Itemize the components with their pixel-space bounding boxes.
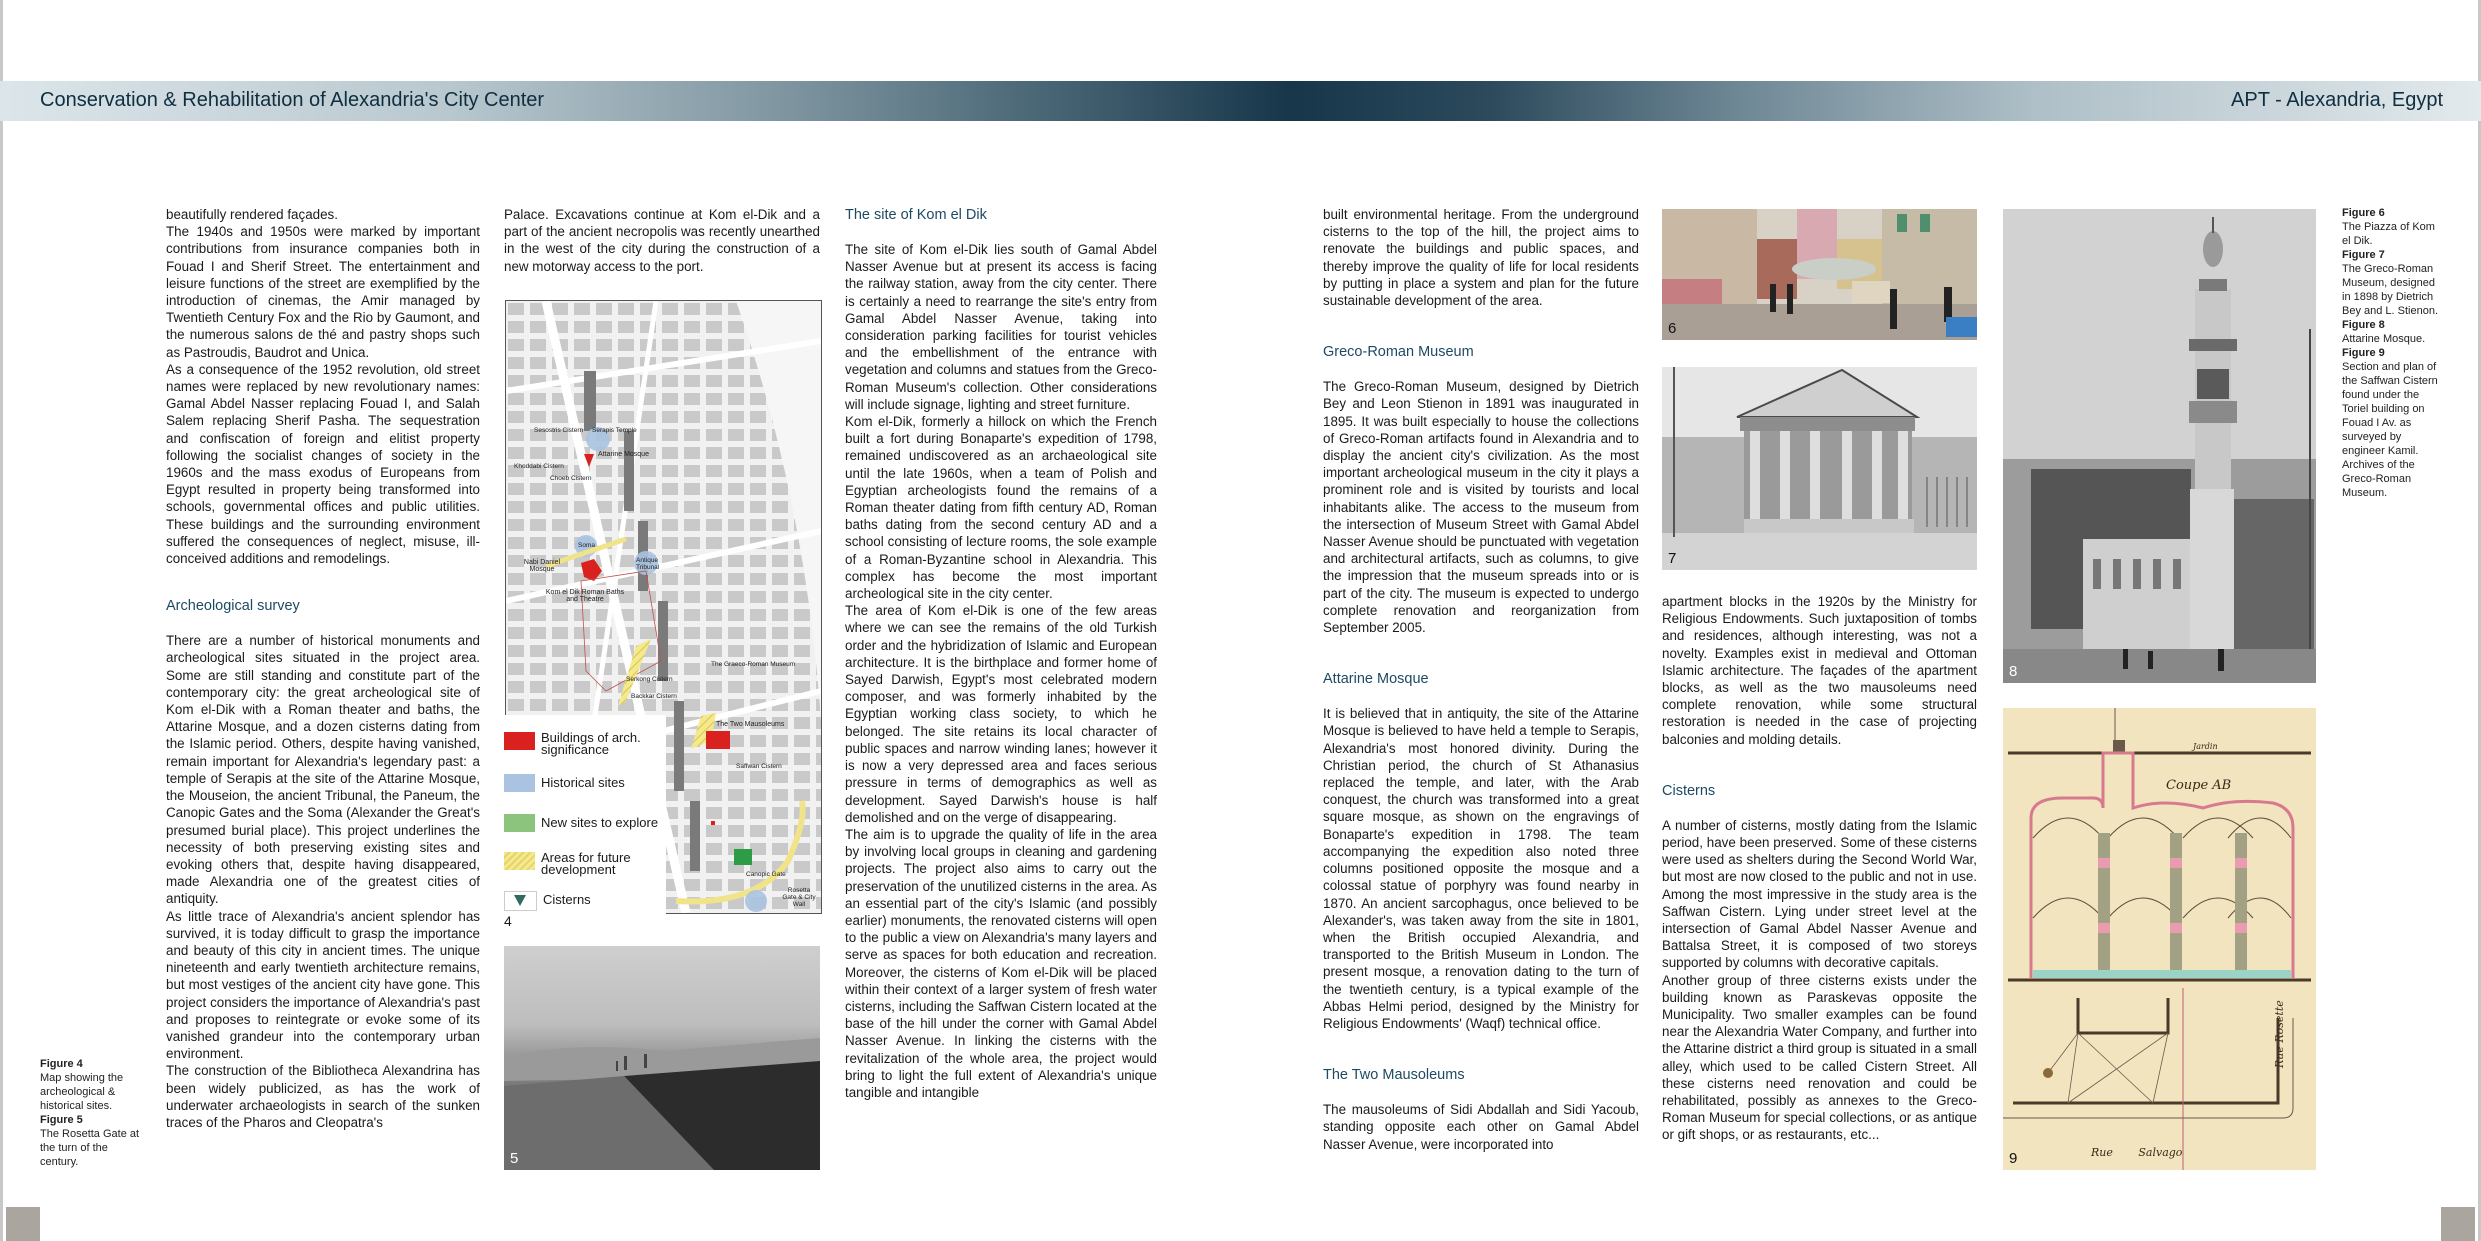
paragraph: A number of cisterns, mostly dating from the Islamic period, have been preserved. Some of these cisterns were used as shelters during the Second World War, but most are now closed to the public and not in use. Among the most impressive in the study area is the Saffwan Cistern. Lying under street level at the intersection of Gamal Abdel Nasser Avenue and Battalsa Street, it is composed of two storeys supported by columns with decorative capitals. bbox=[1662, 817, 1977, 971]
document-location: APT - Alexandria, Egypt bbox=[2231, 89, 2443, 111]
section-heading: Greco-Roman Museum bbox=[1323, 344, 1474, 361]
map-label: Choeb Cistern bbox=[550, 475, 592, 482]
header-banner bbox=[0, 81, 2481, 121]
text-column-5 bbox=[1662, 593, 1977, 1144]
legend-label: Buildings of arch. significance bbox=[541, 730, 641, 757]
page-corner-marker bbox=[2441, 1207, 2475, 1241]
drawing-label: Rue Rosette bbox=[2273, 1000, 2286, 1068]
map-label: Soma bbox=[578, 542, 595, 549]
text-column-1 bbox=[166, 206, 480, 1131]
piazza-photo bbox=[1662, 209, 1977, 340]
figure-5-photo bbox=[504, 946, 820, 1170]
map-label: Backkar Cistern bbox=[631, 693, 677, 700]
captions-left bbox=[40, 1057, 140, 1169]
paragraph: The 1940s and 1950s were marked by important contributions from insurance companies both in Fouad I and Sherif Street. The entertainment and leisure functions of the street are exemplified by the introduction of cinemas, the Amir managed by Twentieth Century Fox and the Rio by Gaumont, and the numerous salons de thé and pastry shops such as Pastroudis, Baudrot and Unica. bbox=[166, 224, 480, 360]
map-label: Serkong Cistern bbox=[626, 676, 673, 683]
canopic-gate-site bbox=[745, 890, 767, 912]
page-corner-marker bbox=[6, 1207, 40, 1241]
figure-number: 7 bbox=[1668, 550, 1677, 567]
figure-7-photo bbox=[1662, 367, 1977, 570]
caption-title: Figure 4 bbox=[40, 1058, 83, 1070]
caption-text: Map showing the archeological & historical sites. bbox=[40, 1072, 124, 1112]
map-label: Attarine Mosque bbox=[598, 451, 649, 458]
map-label: The Graeco-Roman Museum bbox=[711, 661, 796, 668]
legend-swatch-red bbox=[504, 732, 535, 750]
caption-text: Section and plan of the Saffwan Cistern found under the Toriel building on Fouad I Av. as surveyed by engineer Kamil. Archives of the Greco-Roman Museum. bbox=[2342, 361, 2438, 499]
caption-text: The Piazza of Kom el Dik. bbox=[2342, 221, 2435, 247]
cistern-icon bbox=[504, 891, 537, 911]
legend-label: Historical sites bbox=[541, 775, 625, 790]
map-label: Sesostris Cistern bbox=[534, 427, 584, 434]
figure-number: 9 bbox=[2009, 1150, 2018, 1167]
legend-item bbox=[504, 732, 666, 756]
figure-number: 8 bbox=[2009, 663, 2018, 680]
paragraph: As a consequence of the 1952 revolution, old street names were replaced by new revolutionary names: Gamal Abdel Nasser replacing Fouad I, and Salah Salem replacing Sherif Pasha. The sequestration and confiscation of foreign and elitist property following the socialist changes of society in the 1960s and the mass exodus of Europeans from Egypt resulted in property being transformed into schools, governmental offices and public utilities. These buildings and the surrounding environment suffered the consequences of neglect, misuse, ill-conceived additions and remodelings. bbox=[166, 361, 480, 567]
caption-text: The Greco-Roman Museum, designed in 1898 by Dietrich Bey and L. Stienon. bbox=[2342, 263, 2439, 317]
caption-title: Figure 6 bbox=[2342, 207, 2385, 219]
legend-item bbox=[504, 774, 625, 792]
map-label: Saffwan Cistern bbox=[736, 763, 782, 770]
caption-text: The Rosetta Gate at the turn of the century. bbox=[40, 1128, 140, 1168]
map-label: Rosetta Gate & City Wall bbox=[782, 887, 816, 908]
paragraph: As little trace of Alexandria's ancient splendor has survived, it is today difficult to grasp the importance and beauty of this city in ancient times. The unique nineteenth and early twentieth architecture remains, but most vestiges of the ancient city have gone. This project considers the importance of Alexandria's past and proposes to reintegrate or evoke some of its vanished grandeur into the contemporary urban environment. bbox=[166, 908, 480, 1062]
page-edge-left bbox=[0, 0, 3, 1241]
drawing-label: Coupe AB bbox=[2166, 778, 2232, 793]
legend-label: Cisterns bbox=[543, 892, 591, 907]
map-label: Antique Tribunal bbox=[636, 557, 660, 571]
figure-9-drawing bbox=[2003, 708, 2316, 1170]
text-column-4 bbox=[1323, 206, 1639, 1153]
legend-item bbox=[504, 891, 591, 911]
caption-title: Figure 9 bbox=[2342, 347, 2385, 359]
legend-item bbox=[504, 814, 658, 832]
paragraph: The aim is to upgrade the quality of life in the area by involving local groups in cleaning and gardening projects. The project also aims to carry out the preservation of the unutilized cisterns in the area. As an essential part of the city's Islamic (and possibly earlier) monuments, the renovated cisterns will open to the public a view on Alexandria's many layers and serve as spaces for both education and recreation. Moreover, the cisterns of Kom el-Dik will be placed within their context of a larger system of fresh water cisterns, including the Saffwan Cistern located at the base of the hill under the corner with Gamal Abdel Nasser Avenue. In linking the cisterns with the revitalization of the whole area, the project would bring to light the full extent of Alexandria's unique tangible and intangible bbox=[845, 826, 1157, 1100]
caption-title: Figure 8 bbox=[2342, 319, 2385, 331]
paragraph: apartment blocks in the 1920s by the Ministry for Religious Endowments. Such juxtaposition of tombs and residences, although interesting, was not a novelty. Examples exist in medieval and Ottoman Islamic architecture. The façades of the apartment blocks, as well as the two mausoleums need complete renovation, while some structural restoration is needed in the case of projecting balconies and molding details. bbox=[1662, 594, 1977, 747]
legend-swatch-hatched bbox=[504, 852, 535, 870]
section-heading: The site of Kom el Dik bbox=[845, 207, 987, 223]
caption-title: Figure 7 bbox=[2342, 249, 2385, 261]
paragraph: built environmental heritage. From the underground cisterns to the top of the hill, the project aims to renovate the buildings and public spaces, and thereby improve the quality of life for local residents by putting in place a system and plan for the future sustainable development of the area. bbox=[1323, 207, 1639, 309]
captions-right bbox=[2342, 206, 2446, 500]
drawing-label: Jardin bbox=[2193, 742, 2218, 751]
paragraph: The mausoleums of Sidi Abdallah and Sidi Yacoub, standing opposite each other on Gamal Abdel Nasser Avenue, were incorporated into bbox=[1323, 1102, 1639, 1152]
paragraph: There are a number of historical monuments and archeological sites situated in the project area. Some are still standing and constitute part of the contemporary city: the great archeological site of Kom el-Dik with a Roman theater and baths, the Attarine Mosque, and a dozen cisterns dating from the Islamic period. Others, despite having vanished, remain important for Alexandria's legendary past: a temple of Serapis at the site of the Attarine Mosque, the Mouseion, the ancient Tribunal, the Paneum, the Canopic Gates and the Soma (Alexander the Great's presumed burial place). This project underlines the necessity of both preserving existing sites and evoking others that, despite having disappeared, made Alexandria one of the greatest cities of antiquity. bbox=[166, 633, 480, 907]
section-heading: Attarine Mosque bbox=[1323, 671, 1429, 688]
paragraph: Another group of three cisterns exists under the building known as Paraskevas opposite the Municipality. Two smaller examples can be found near the Alexandria Water Company, and further into the Attarine district a third group is situated in a small alley, which used to be called Cistern Street. All these cisterns need renovation and could be rehabilitated, possibly as annexes to the Greco-Roman Museum for special collections, or as antique or gift shops, or as restaurants, etc... bbox=[1662, 972, 1977, 1143]
greco-roman-museum-photo bbox=[1662, 367, 1977, 570]
new-site-marker bbox=[734, 849, 752, 865]
map-label: Kom el Dik Roman Baths and Theatre bbox=[545, 589, 625, 603]
legend-label: New sites to explore bbox=[541, 815, 659, 830]
figure-number: 5 bbox=[510, 1150, 519, 1167]
paragraph: The area of Kom el-Dik is one of the few areas where we can see the remains of the old Turkish order and the hybridization of Islamic and European architecture. It is the birthplace and former home of Sayed Darwish, Egypt's most celebrated modern composer, and was formerly inhabited by the Egyptian working class society, to which he belonged. The site retains its local character of public spaces and narrow winding lanes; however it is now a very depressed area and faces serious pressure in terms of demographics as well as development. Sayed Darwish's house is half demolished and on the verge of disappearing. bbox=[845, 603, 1157, 825]
paragraph: Kom el-Dik, formerly a hillock on which the French built a fort during Bonaparte's expedition of 1798, remained undiscovered as an archaeological site until the late 1960s, when a team of Polish and Egyptian archeologists found the remains of a Roman theater dating from fifth century AD, Roman baths dating from the second century AD and a school consisting of lecture rooms, the sole example of a Roman-Byzantine school in Alexandria. This complex has become the most important archeological site in the city center. bbox=[845, 414, 1157, 602]
figure-8-photo bbox=[2003, 209, 2316, 683]
paragraph: The Greco-Roman Museum, designed by Dietrich Bey and Leon Stienon in 1891 was inaugurated in 1895. It was built especially to house the collections of Greco-Roman artifacts found in Alexandria and to display the ancient city's civilization. As the most important archeological museum in the city it plays a prominent role and is visited by tourists and local inhabitants alike. The access to the museum from the intersection of Museum Street with Gamal Abdel Nasser Avenue should be punctuated with vegetation and architectural artifacts, such as columns, to give the impression that the museum spreads into or is part of the city. The museum is expected to undergo complete renovation and reorganization from September 2005. bbox=[1323, 379, 1639, 636]
map-label: The Two Mausoleums bbox=[716, 721, 785, 728]
map-label: Khoddabi Cistern bbox=[514, 463, 564, 470]
paragraph: The construction of the Bibliotheca Alexandrina has been widely publicized, as has the work of underwater archaeologists in search of the sunken traces of the Pharos and Cleopatra's bbox=[166, 1063, 480, 1130]
rosetta-gate-photo bbox=[504, 946, 820, 1170]
paragraph: It is believed that in antiquity, the site of the Attarine Mosque is believed to have held a temple to Serapis, Alexandria's most honored divinity. During the Christian period, the church of St Athanasius replaced the temple, and later, with the Arab conquest, the church was transformed into a great square mosque, as shown on the engravings of Bonaparte's expedition in 1798. The team accompanying the expedition also noted three columns positioned opposite the mosque and a colossal statue of porphyry was found nearby in 1870. An ancient sarcophagus, once believed to be Alexander's, was taken away from the site in 1801, when the British occupied Alexandria, and transported to the British Museum in London. The present mosque, a renovation dating to the turn of the twentieth century, is a typical example of the Abbas Helmi period, designed by the Ministry for Religious Endowments' (Waqf) technical office. bbox=[1323, 706, 1639, 1031]
document-title: Conservation & Rehabilitation of Alexandria's City Center bbox=[40, 89, 545, 111]
figure-number: 6 bbox=[1668, 320, 1677, 337]
legend-label: Areas for future development bbox=[541, 850, 631, 877]
legend-swatch-blue bbox=[504, 774, 535, 792]
section-heading: Archeological survey bbox=[166, 598, 300, 615]
map-label: Canopic Gate bbox=[746, 871, 786, 878]
caption-title: Figure 5 bbox=[40, 1114, 83, 1126]
section-heading: The Two Mausoleums bbox=[1323, 1067, 1465, 1084]
map-label: Nabi Daniel Mosque bbox=[523, 559, 561, 573]
drawing-label: Rue Salvago bbox=[2091, 1146, 2183, 1159]
text-column-2 bbox=[504, 206, 820, 275]
map-label: Serapis Temple bbox=[592, 427, 637, 434]
map-legend bbox=[496, 715, 666, 929]
figure-number: 4 bbox=[504, 913, 512, 929]
caption-text: Attarine Mosque. bbox=[2342, 333, 2426, 345]
section-heading: Cisterns bbox=[1662, 782, 1716, 799]
paragraph: The site of Kom el-Dik lies south of Gamal Abdel Nasser Avenue but at present its access is facing the railway station, away from the city center. There is certainly a need to rearrange the site's entry from Gamal Abdel Nasser Avenue, taking into consideration parking facilities for tourist vehicles and the embellishment of the entrance with vegetation and columns and statues from the Greco-Roman Museum's collection. Other considerations will include signage, lighting and street furniture. bbox=[845, 242, 1157, 412]
legend-swatch-green bbox=[504, 814, 535, 832]
figure-6-photo bbox=[1662, 209, 1977, 340]
museum-marker bbox=[706, 731, 730, 749]
text-column-3 bbox=[845, 206, 1157, 1101]
paragraph: Palace. Excavations continue at Kom el-Dik and a part of the ancient necropolis was recently unearthed in the west of the city during the construction of a new motorway access to the port. bbox=[504, 207, 820, 274]
paragraph: beautifully rendered façades. bbox=[166, 207, 338, 222]
attarine-mosque-photo bbox=[2003, 209, 2316, 683]
saffwan-cistern-drawing bbox=[2003, 708, 2316, 1170]
legend-item bbox=[504, 852, 666, 876]
